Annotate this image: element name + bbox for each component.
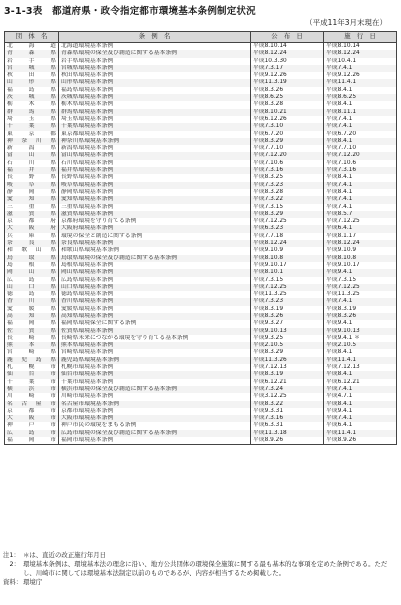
promulgation-date-cell: 平成9.3.25 <box>251 335 324 342</box>
table-row <box>5 430 397 437</box>
entity-name-cell: 鳥取県 <box>5 255 59 262</box>
table-row <box>5 335 397 342</box>
entity-name-cell: 名古屋市 <box>5 401 59 408</box>
entity-name-cell: 山形県 <box>5 79 59 86</box>
entity-name-cell: 川崎市 <box>5 393 59 400</box>
promulgation-date-cell: 平成7.3.17 <box>251 65 324 72</box>
ordinance-name-cell: 大阪府環境基本条例 <box>59 225 251 232</box>
ordinance-name-cell: 山形県環境基本条例 <box>59 79 251 86</box>
enforcement-date-cell: 平成6.4.1 <box>324 422 397 429</box>
ordinance-name-cell: 千葉県環境基本条例 <box>59 123 251 130</box>
footnote-text: ＊は、直近の改正施行年月日 <box>23 551 107 559</box>
enforcement-date-cell: 平成6.12.21 <box>324 379 397 386</box>
enforcement-date-cell: 平成7.12.25 <box>324 218 397 225</box>
enforcement-date-cell: 平成8.4.1 <box>324 349 397 356</box>
entity-name-cell: 茨城県 <box>5 94 59 101</box>
ordinance-name-cell: 横浜市環境の保全及び創造に関する基本条例 <box>59 386 251 393</box>
ordinance-name-cell: 仙台市環境基本条例 <box>59 371 251 378</box>
entity-name-cell: 福岡県 <box>5 320 59 327</box>
ordinance-name-cell: 鳥取県環境の保全及び創造に関する基本条例 <box>59 255 251 262</box>
promulgation-date-cell: 平成9.10.9 <box>251 247 324 254</box>
promulgation-date-cell: 平成6.12.26 <box>251 116 324 123</box>
table-row <box>5 196 397 203</box>
promulgation-date-cell: 平成7.12.25 <box>251 218 324 225</box>
entity-name-cell: 石川県 <box>5 160 59 167</box>
entity-name-cell: 京都府 <box>5 218 59 225</box>
ordinance-name-cell: 環境の保全と創造に関する条例 <box>59 233 251 240</box>
ordinance-name-cell: 栃木県環境基本条例 <box>59 101 251 108</box>
entity-name-cell: 高知県 <box>5 313 59 320</box>
entity-name-cell: 広島市 <box>5 430 59 437</box>
enforcement-date-cell: 平成7.12.20 <box>324 152 397 159</box>
entity-name-cell: 宮崎県 <box>5 349 59 356</box>
entity-name-cell: 北海道 <box>5 43 59 51</box>
promulgation-date-cell: 平成8.3.29 <box>251 349 324 356</box>
ordinance-name-cell: 大阪市環境基本条例 <box>59 415 251 422</box>
enforcement-date-cell: 平成7.4.1 <box>324 196 397 203</box>
table-row <box>5 277 397 284</box>
promulgation-date-cell: 平成8.3.26 <box>251 313 324 320</box>
enforcement-date-cell: 平成8.12.24 <box>324 50 397 57</box>
enforcement-date-cell: 平成11.4.1 <box>324 357 397 364</box>
enforcement-date-cell: 平成7.4.1 <box>324 415 397 422</box>
ordinance-name-cell: 高知県環境基本条例 <box>59 313 251 320</box>
promulgation-date-cell: 平成10.3.30 <box>251 58 324 65</box>
table-row <box>5 138 397 145</box>
promulgation-date-cell: 平成7.12.13 <box>251 364 324 371</box>
entity-name-cell: 三重県 <box>5 204 59 211</box>
table-row <box>5 262 397 269</box>
promulgation-date-cell: 平成7.12.20 <box>251 152 324 159</box>
footnote-label: 注1： <box>3 551 20 559</box>
enforcement-date-cell: 平成7.4.1 <box>324 386 397 393</box>
enforcement-date-cell: 平成6.7.20 <box>324 131 397 138</box>
table-row <box>5 247 397 254</box>
promulgation-date-cell: 平成7.3.22 <box>251 196 324 203</box>
table-row <box>5 160 397 167</box>
enforcement-date-cell: 平成7.4.1 <box>324 123 397 130</box>
table-row <box>5 211 397 218</box>
ordinance-name-cell: 佐賀県環境基本条例 <box>59 328 251 335</box>
table-row <box>5 145 397 152</box>
enforcement-date-cell: 平成4.7.1 <box>324 393 397 400</box>
table-row <box>5 43 397 51</box>
table-row <box>5 255 397 262</box>
ordinance-name-cell: 京都府環境を守り育てる条例 <box>59 218 251 225</box>
enforcement-date-cell: 平成8.6.25 <box>324 94 397 101</box>
enforcement-date-cell: 平成8.4.1 <box>324 371 397 378</box>
enforcement-date-cell: 平成8.1.17 <box>324 233 397 240</box>
entity-name-cell: 熊本県 <box>5 342 59 349</box>
ordinance-name-cell: 福島県環境基本条例 <box>59 87 251 94</box>
entity-name-cell: 島根県 <box>5 262 59 269</box>
promulgation-date-cell: 平成7.3.24 <box>251 386 324 393</box>
entity-name-cell: 兵庫県 <box>5 233 59 240</box>
as-of-date: （平成11年3月末現在） <box>305 18 387 27</box>
ordinance-name-cell: 熊本県環境基本条例 <box>59 342 251 349</box>
footnote-2 <box>3 560 398 578</box>
enforcement-date-cell: 平成7.12.13 <box>324 364 397 371</box>
table-row <box>5 204 397 211</box>
table-row <box>5 291 397 298</box>
table-row <box>5 437 397 445</box>
promulgation-date-cell: 平成6.12.21 <box>251 379 324 386</box>
promulgation-date-cell: 平成8.3.26 <box>251 87 324 94</box>
enforcement-date-cell: 平成8.4.1 <box>324 101 397 108</box>
table-body <box>5 43 397 445</box>
promulgation-date-cell: 平成6.7.20 <box>251 131 324 138</box>
promulgation-date-cell: 平成7.12.25 <box>251 284 324 291</box>
table-row <box>5 174 397 181</box>
entity-name-cell: 秋田県 <box>5 72 59 79</box>
enforcement-date-cell: 平成11.4.1 <box>324 430 397 437</box>
entity-name-cell: 栃木県 <box>5 101 59 108</box>
enforcement-date-cell: 平成8.4.1 <box>324 189 397 196</box>
table-row <box>5 225 397 232</box>
enforcement-date-cell: 平成9.12.26 <box>324 72 397 79</box>
ordinance-name-cell: 福岡市環境基本条例 <box>59 437 251 445</box>
table-row <box>5 94 397 101</box>
enforcement-date-cell: 平成8.3.26 <box>324 313 397 320</box>
table-row <box>5 393 397 400</box>
table-row <box>5 269 397 276</box>
promulgation-date-cell: 平成7.3.23 <box>251 298 324 305</box>
promulgation-date-cell: 平成7.3.15 <box>251 204 324 211</box>
table-row <box>5 415 397 422</box>
ordinance-name-cell: 富山県環境基本条例 <box>59 152 251 159</box>
ordinance-name-cell: 岩手県環境基本条例 <box>59 58 251 65</box>
ordinance-table <box>4 31 397 445</box>
entity-name-cell: 香川県 <box>5 298 59 305</box>
enforcement-date-cell: 平成9.10.9 <box>324 247 397 254</box>
promulgation-date-cell: 平成6.3.23 <box>251 225 324 232</box>
ordinance-name-cell: 京都市環境基本条例 <box>59 408 251 415</box>
promulgation-date-cell: 平成9.10.17 <box>251 262 324 269</box>
promulgation-date-cell: 平成8.10.14 <box>251 43 324 51</box>
entity-name-cell: 岐阜県 <box>5 182 59 189</box>
table-row <box>5 408 397 415</box>
promulgation-date-cell: 平成8.3.19 <box>251 371 324 378</box>
entity-name-cell: 福岡市 <box>5 437 59 445</box>
entity-name-cell: 岩手県 <box>5 58 59 65</box>
promulgation-date-cell: 平成3.12.25 <box>251 393 324 400</box>
table-header-row <box>5 32 397 43</box>
promulgation-date-cell: 平成7.7.18 <box>251 233 324 240</box>
ordinance-name-cell: 名古屋市環境基本条例 <box>59 401 251 408</box>
enforcement-date-cell: 平成10.4.1 <box>324 58 397 65</box>
ordinance-name-cell: 秋田県環境基本条例 <box>59 72 251 79</box>
entity-name-cell: 和歌山県 <box>5 247 59 254</box>
ordinance-name-cell: 宮崎県環境基本条例 <box>59 349 251 356</box>
promulgation-date-cell: 平成9.3.31 <box>251 408 324 415</box>
enforcement-date-cell: 平成8.10.8 <box>324 255 397 262</box>
entity-name-cell: 千葉市 <box>5 379 59 386</box>
table-row <box>5 349 397 356</box>
promulgation-date-cell: 平成8.3.29 <box>251 138 324 145</box>
promulgation-date-cell: 平成11.3.26 <box>251 357 324 364</box>
table-row <box>5 152 397 159</box>
footnote-label: 2： <box>9 560 20 568</box>
ordinance-name-cell: 川崎市環境基本条例 <box>59 393 251 400</box>
table-row <box>5 284 397 291</box>
ordinance-name-cell: 滋賀県環境基本条例 <box>59 211 251 218</box>
entity-name-cell: 鹿児島県 <box>5 357 59 364</box>
enforcement-date-cell: 平成7.4.1 <box>324 116 397 123</box>
ordinance-name-cell: 東京都環境基本条例 <box>59 131 251 138</box>
enforcement-date-cell: 平成9.4.1 <box>324 408 397 415</box>
promulgation-date-cell: 平成9.12.26 <box>251 72 324 79</box>
table-row <box>5 109 397 116</box>
entity-name-cell: 京都市 <box>5 408 59 415</box>
table-row <box>5 233 397 240</box>
entity-name-cell: 群馬県 <box>5 109 59 116</box>
ordinance-name-cell: 群馬県環境基本条例 <box>59 109 251 116</box>
ordinance-name-cell: 神奈川県環境基本条例 <box>59 138 251 145</box>
enforcement-date-cell: 平成11.4.1 <box>324 79 397 86</box>
column-header-ordinance: 条 例 名 <box>59 32 251 43</box>
promulgation-date-cell: 平成9.10.13 <box>251 328 324 335</box>
enforcement-date-cell: 平成7.3.16 <box>324 167 397 174</box>
table-row <box>5 371 397 378</box>
ordinance-name-cell: 神戸市民の環境をまもる条例 <box>59 422 251 429</box>
promulgation-date-cell: 平成7.3.16 <box>251 167 324 174</box>
table-row <box>5 79 397 86</box>
promulgation-date-cell: 平成6.3.31 <box>251 422 324 429</box>
ordinance-name-cell: 青森県環境の保全及び創造に関する基本条例 <box>59 50 251 57</box>
enforcement-date-cell: 平成7.4.1 <box>324 204 397 211</box>
entity-name-cell: 奈良県 <box>5 240 59 247</box>
promulgation-date-cell: 平成7.3.15 <box>251 277 324 284</box>
ordinance-name-cell: 愛知県環境基本条例 <box>59 196 251 203</box>
enforcement-date-cell: 平成9.10.17 <box>324 262 397 269</box>
promulgation-date-cell: 平成9.3.27 <box>251 320 324 327</box>
table-row <box>5 320 397 327</box>
table-row <box>5 313 397 320</box>
ordinance-name-cell: 広島県環境基本条例 <box>59 277 251 284</box>
entity-name-cell: 佐賀県 <box>5 328 59 335</box>
table-row <box>5 357 397 364</box>
ordinance-name-cell: 福井県環境基本条例 <box>59 167 251 174</box>
enforcement-date-cell: 平成8.4.1 <box>324 174 397 181</box>
table-row <box>5 50 397 57</box>
promulgation-date-cell: 平成11.3.25 <box>251 291 324 298</box>
ordinance-name-cell: 三重県環境基本条例 <box>59 204 251 211</box>
table-row <box>5 131 397 138</box>
ordinance-name-cell: 徳島県環境基本条例 <box>59 291 251 298</box>
entity-name-cell: 神戸市 <box>5 422 59 429</box>
ordinance-name-cell: 奈良県環境基本条例 <box>59 240 251 247</box>
ordinance-name-cell: 北海道環境基本条例 <box>59 43 251 51</box>
table-row <box>5 58 397 65</box>
table-row <box>5 167 397 174</box>
promulgation-date-cell: 平成8.3.25 <box>251 174 324 181</box>
table-row <box>5 240 397 247</box>
table-row <box>5 364 397 371</box>
entity-name-cell: 横浜市 <box>5 386 59 393</box>
enforcement-date-cell: 平成9.4.1 <box>324 320 397 327</box>
entity-name-cell: 宮城県 <box>5 65 59 72</box>
promulgation-date-cell: 平成8.10.21 <box>251 109 324 116</box>
enforcement-date-cell: 平成2.10.5 <box>324 342 397 349</box>
footnote-1 <box>3 551 398 560</box>
column-header-entity: 団 体 名 <box>5 32 59 43</box>
entity-name-cell: 大阪府 <box>5 225 59 232</box>
enforcement-date-cell: 平成9.4.1 ＊ <box>324 335 397 342</box>
entity-name-cell: 長崎県 <box>5 335 59 342</box>
entity-name-cell: 愛媛県 <box>5 306 59 313</box>
table-row <box>5 182 397 189</box>
entity-name-cell: 山口県 <box>5 284 59 291</box>
ordinance-name-cell: 広島市環境の保全及び創造に関する基本条例 <box>59 430 251 437</box>
entity-name-cell: 広島県 <box>5 277 59 284</box>
enforcement-date-cell: 平成8.9.26 <box>324 437 397 445</box>
ordinance-name-cell: 石川県環境基本条例 <box>59 160 251 167</box>
ordinance-name-cell: 茨城県環境基本条例 <box>59 94 251 101</box>
ordinance-name-cell: 新潟県環境基本条例 <box>59 145 251 152</box>
promulgation-date-cell: 平成7.3.10 <box>251 123 324 130</box>
enforcement-date-cell: 平成7.7.10 <box>324 145 397 152</box>
ordinance-name-cell: 和歌山県環境基本条例 <box>59 247 251 254</box>
table-row <box>5 342 397 349</box>
promulgation-date-cell: 平成8.12.24 <box>251 240 324 247</box>
enforcement-date-cell: 平成8.4.1 <box>324 401 397 408</box>
table-row <box>5 101 397 108</box>
ordinance-name-cell: 岡山県環境基本条例 <box>59 269 251 276</box>
entity-name-cell: 福井県 <box>5 167 59 174</box>
entity-name-cell: 大阪市 <box>5 415 59 422</box>
entity-name-cell: 富山県 <box>5 152 59 159</box>
enforcement-date-cell: 平成7.4.1 <box>324 182 397 189</box>
ordinance-name-cell: 岐阜県環境基本条例 <box>59 182 251 189</box>
enforcement-date-cell: 平成8.5.7 <box>324 211 397 218</box>
footnote-text: 環境基本条例は、環境基本法の理念に沿い、地方公共団体の環境保全施策に関する最も基本的な事項を定めた条例である。ただし、川崎市に関しては環境基本法制定以前のものであるが、内容が相当するため掲載した。 <box>23 560 388 577</box>
table-row <box>5 218 397 225</box>
table-row <box>5 386 397 393</box>
table-row <box>5 72 397 79</box>
promulgation-date-cell: 平成11.3.18 <box>251 430 324 437</box>
entity-name-cell: 青森県 <box>5 50 59 57</box>
table-row <box>5 123 397 130</box>
table-row <box>5 189 397 196</box>
enforcement-date-cell: 平成6.4.1 <box>324 225 397 232</box>
table-row <box>5 298 397 305</box>
promulgation-date-cell: 平成11.3.19 <box>251 79 324 86</box>
column-header-promulgation-date: 公 布 日 <box>251 32 324 43</box>
source-note <box>3 578 398 587</box>
entity-name-cell: 仙台市 <box>5 371 59 378</box>
ordinance-name-cell: 埼玉県環境基本条例 <box>59 116 251 123</box>
entity-name-cell: 埼玉県 <box>5 116 59 123</box>
promulgation-date-cell: 平成8.3.29 <box>251 211 324 218</box>
enforcement-date-cell: 平成8.12.24 <box>324 240 397 247</box>
promulgation-date-cell: 平成2.10.5 <box>251 342 324 349</box>
promulgation-date-cell: 平成8.10.1 <box>251 269 324 276</box>
ordinance-name-cell: 宮城県環境基本条例 <box>59 65 251 72</box>
ordinance-name-cell: 愛媛県環境基本条例 <box>59 306 251 313</box>
source-text: 環境庁 <box>23 578 43 586</box>
entity-name-cell: 東京都 <box>5 131 59 138</box>
promulgation-date-cell: 平成8.9.26 <box>251 437 324 445</box>
enforcement-date-cell: 平成8.3.19 <box>324 306 397 313</box>
entity-name-cell: 札幌市 <box>5 364 59 371</box>
promulgation-date-cell: 平成8.3.22 <box>251 401 324 408</box>
enforcement-date-cell: 平成8.11.1 <box>324 109 397 116</box>
ordinance-name-cell: 島根県環境基本条例 <box>59 262 251 269</box>
table-row <box>5 87 397 94</box>
entity-name-cell: 千葉県 <box>5 123 59 130</box>
entity-name-cell: 神奈川県 <box>5 138 59 145</box>
table-row <box>5 65 397 72</box>
ordinance-name-cell: 静岡県環境基本条例 <box>59 189 251 196</box>
promulgation-date-cell: 平成8.3.28 <box>251 189 324 196</box>
ordinance-name-cell: 札幌市環境基本条例 <box>59 364 251 371</box>
promulgation-date-cell: 平成8.3.19 <box>251 306 324 313</box>
ordinance-name-cell: 長崎県未来につながる環境を守り育てる基本条例 <box>59 335 251 342</box>
entity-name-cell: 徳島県 <box>5 291 59 298</box>
enforcement-date-cell: 平成8.4.1 <box>324 138 397 145</box>
ordinance-name-cell: 鹿児島県環境基本条例 <box>59 357 251 364</box>
table-row <box>5 422 397 429</box>
entity-name-cell: 福島県 <box>5 87 59 94</box>
promulgation-date-cell: 平成7.3.23 <box>251 182 324 189</box>
entity-name-cell: 新潟県 <box>5 145 59 152</box>
enforcement-date-cell: 平成7.4.1 <box>324 298 397 305</box>
enforcement-date-cell: 平成11.3.25 <box>324 291 397 298</box>
entity-name-cell: 長野県 <box>5 174 59 181</box>
ordinance-name-cell: 山口県環境基本条例 <box>59 284 251 291</box>
enforcement-date-cell: 平成7.12.25 <box>324 284 397 291</box>
entity-name-cell: 岡山県 <box>5 269 59 276</box>
enforcement-date-cell: 平成9.10.13 <box>324 328 397 335</box>
entity-name-cell: 滋賀県 <box>5 211 59 218</box>
ordinance-name-cell: 千葉市環境基本条例 <box>59 379 251 386</box>
footnotes <box>3 551 398 587</box>
entity-name-cell: 愛知県 <box>5 196 59 203</box>
table-row <box>5 379 397 386</box>
column-header-enforcement-date: 施 行 日 <box>324 32 397 43</box>
table-row <box>5 306 397 313</box>
enforcement-date-cell: 平成8.4.1 <box>324 87 397 94</box>
enforcement-date-cell: 平成7.10.6 <box>324 160 397 167</box>
promulgation-date-cell: 平成8.6.25 <box>251 94 324 101</box>
enforcement-date-cell: 平成7.4.1 <box>324 65 397 72</box>
enforcement-date-cell: 平成8.10.14 <box>324 43 397 51</box>
enforcement-date-cell: 平成9.4.1 <box>324 269 397 276</box>
source-label: 資料： <box>3 578 23 586</box>
ordinance-name-cell: 福岡県環境保全に関する条例 <box>59 320 251 327</box>
enforcement-date-cell: 平成7.3.15 <box>324 277 397 284</box>
table-row <box>5 328 397 335</box>
ordinance-name-cell: 香川県環境基本条例 <box>59 298 251 305</box>
table-title: 3-1-3表 都道府県・政令指定都市環境基本条例制定状況 <box>4 6 256 17</box>
entity-name-cell: 静岡県 <box>5 189 59 196</box>
table-row <box>5 116 397 123</box>
promulgation-date-cell: 平成7.7.10 <box>251 145 324 152</box>
promulgation-date-cell: 平成8.3.28 <box>251 101 324 108</box>
promulgation-date-cell: 平成7.10.6 <box>251 160 324 167</box>
table-row <box>5 401 397 408</box>
promulgation-date-cell: 平成8.10.8 <box>251 255 324 262</box>
promulgation-date-cell: 平成8.12.24 <box>251 50 324 57</box>
ordinance-name-cell: 長野県環境基本条例 <box>59 174 251 181</box>
promulgation-date-cell: 平成7.3.16 <box>251 415 324 422</box>
